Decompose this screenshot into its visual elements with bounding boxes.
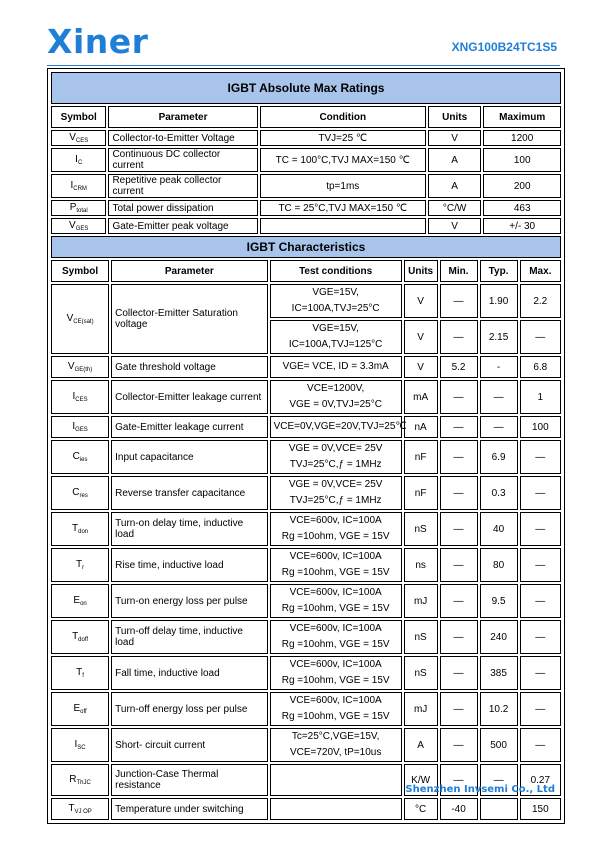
symbol-cell — [51, 174, 106, 198]
condition-cell — [270, 476, 402, 510]
symbol-cell — [51, 798, 109, 820]
condition-line-2: TVJ=25°C,ƒ = 1MHz — [289, 459, 382, 470]
maximum-cell: 1200 — [483, 130, 561, 146]
table-row — [51, 200, 561, 216]
max-cell: 0.27 — [520, 764, 561, 796]
min-cell: 5.2 — [440, 356, 478, 378]
typ-cell: 10.2 — [480, 692, 518, 726]
max-cell: 6.8 — [520, 356, 561, 378]
col-test-conditions: Test conditions — [270, 260, 402, 282]
condition-cell — [270, 440, 402, 474]
table-row — [51, 130, 561, 146]
condition-cell — [270, 798, 402, 820]
symbol-subscript: ThJC — [76, 780, 91, 786]
parameter-cell: Collector-to-Emitter Voltage — [108, 130, 257, 146]
typ-cell: 240 — [480, 620, 518, 654]
symbol-subscript: CES — [75, 397, 88, 403]
symbol-cell — [51, 764, 109, 796]
symbol-cell — [51, 620, 109, 654]
units-cell: °C/W — [428, 200, 481, 216]
symbol-subscript: res — [79, 493, 88, 499]
condition-line-2: IC=100A,TVJ=125°C — [288, 339, 383, 350]
typ-cell: 40 — [480, 512, 518, 546]
typ-cell: 2.15 — [480, 320, 518, 354]
condition-line-2: Rg =10ohm, VGE = 15V — [281, 675, 390, 686]
units-cell: °C — [404, 798, 438, 820]
table-row — [51, 548, 561, 582]
units-cell: A — [428, 148, 481, 172]
symbol-letter: E — [73, 703, 81, 714]
symbol-letter: V — [67, 361, 75, 372]
symbol-subscript: ies — [79, 457, 88, 463]
symbol-letter: T — [76, 667, 83, 678]
symbol-subscript: on — [80, 601, 87, 607]
max-cell: — — [520, 440, 561, 474]
units-cell: nF — [404, 440, 438, 474]
max-cell: — — [520, 548, 561, 582]
parameter-cell: Junction-Case Thermal resistance — [111, 764, 267, 796]
col-condition: Condition — [260, 106, 426, 128]
spec-table-frame — [47, 68, 565, 824]
symbol-letter: T — [76, 559, 83, 570]
units-cell: K/W — [404, 764, 438, 796]
parameter-cell: Gate threshold voltage — [111, 356, 267, 378]
condition-cell — [270, 692, 402, 726]
parameter-cell: Temperature under switching — [111, 798, 267, 820]
table-row — [51, 356, 561, 378]
symbol-cell — [51, 548, 109, 582]
condition-line-1: VGE=15V, — [312, 323, 359, 334]
condition-cell — [270, 320, 402, 354]
table-row — [51, 512, 561, 546]
symbol-subscript: GES — [75, 427, 88, 433]
symbol-subscript: CE(sat) — [73, 319, 94, 325]
min-cell: -40 — [440, 798, 478, 820]
max-cell: 150 — [520, 798, 561, 820]
condition-cell: tp=1ms — [260, 174, 426, 198]
col-max: Max. — [520, 260, 561, 282]
condition-cell — [270, 584, 402, 618]
units-cell: nF — [404, 476, 438, 510]
units-cell: ns — [404, 548, 438, 582]
symbol-cell — [51, 416, 109, 438]
col-units: Units — [428, 106, 481, 128]
part-number: XNG100B24TC1S5 — [451, 40, 557, 54]
typ-cell: — — [480, 764, 518, 796]
units-cell: V — [428, 130, 481, 146]
min-cell: — — [440, 764, 478, 796]
units-cell: mA — [404, 380, 438, 414]
symbol-cell — [51, 284, 109, 354]
table-row — [51, 798, 561, 820]
typ-cell: 9.5 — [480, 584, 518, 618]
max-cell: — — [520, 320, 561, 354]
condition-cell — [270, 512, 402, 546]
units-cell: nA — [404, 416, 438, 438]
max-cell: 100 — [520, 416, 561, 438]
characteristics-title: IGBT Characteristics — [51, 236, 561, 258]
condition-line-1: VCE=600v, IC=100A — [289, 695, 382, 706]
condition-line-1: VCE=600v, IC=100A — [289, 551, 382, 562]
max-ratings-table — [49, 70, 563, 236]
symbol-subscript: f — [82, 673, 84, 679]
condition-line-2: Rg =10ohm, VGE = 15V — [281, 711, 390, 722]
symbol-subscript: CES — [75, 138, 89, 144]
condition-line-1: Tc=25°C,VGE=15V, — [291, 731, 380, 742]
condition-line-2: Rg =10ohm, VGE = 15V — [281, 603, 390, 614]
table-row — [51, 440, 561, 474]
min-cell: — — [440, 476, 478, 510]
typ-cell: 500 — [480, 728, 518, 762]
symbol-cell — [51, 200, 106, 216]
col-typ: Typ. — [480, 260, 518, 282]
symbol-letter: V — [69, 220, 76, 231]
symbol-subscript: C — [77, 160, 83, 166]
units-cell: V — [404, 356, 438, 378]
max-cell: — — [520, 692, 561, 726]
parameter-cell: Turn-off energy loss per pulse — [111, 692, 267, 726]
col-parameter: Parameter — [108, 106, 257, 128]
parameter-cell: Collector-Emitter leakage current — [111, 380, 267, 414]
symbol-letter: P — [69, 202, 77, 213]
symbol-subscript: GES — [75, 226, 89, 232]
parameter-cell: Total power dissipation — [108, 200, 257, 216]
symbol-cell — [51, 728, 109, 762]
table-row — [51, 656, 561, 690]
brand-logo: Xiner — [47, 22, 149, 61]
max-cell: 1 — [520, 380, 561, 414]
typ-cell: 1.90 — [480, 284, 518, 318]
parameter-cell: Fall time, inductive load — [111, 656, 267, 690]
symbol-subscript: total — [76, 208, 88, 214]
min-cell: — — [440, 620, 478, 654]
condition-cell — [270, 416, 407, 438]
units-cell: nS — [404, 656, 438, 690]
typ-cell: 0.3 — [480, 476, 518, 510]
symbol-cell — [51, 476, 109, 510]
condition-cell: TC = 100°C,TVJ MAX=150 ℃ — [260, 148, 426, 172]
units-cell: A — [404, 728, 438, 762]
maximum-cell: 463 — [483, 200, 561, 216]
condition-line-1: VGE = 0V,VCE= 25V — [288, 443, 383, 454]
units-cell: mJ — [404, 584, 438, 618]
symbol-cell — [51, 130, 106, 146]
condition-line-2: Rg =10ohm, VGE = 15V — [281, 567, 390, 578]
units-cell: V — [404, 320, 438, 354]
typ-cell: - — [480, 356, 518, 378]
symbol-letter: R — [69, 774, 77, 785]
condition-cell — [270, 356, 402, 378]
col-parameter: Parameter — [111, 260, 267, 282]
symbol-cell — [51, 656, 109, 690]
condition-line-2: IC=100A,TVJ=25°C — [291, 303, 380, 314]
condition-line-2: VGE = 0V,TVJ=25°C — [289, 399, 382, 410]
condition-line-2: Rg =10ohm, VGE = 15V — [281, 531, 390, 542]
min-cell: — — [440, 320, 478, 354]
parameter-cell: Rise time, inductive load — [111, 548, 267, 582]
typ-cell: — — [480, 380, 518, 414]
symbol-subscript: VJ OP — [74, 809, 92, 815]
min-cell: — — [440, 692, 478, 726]
symbol-letter: T — [72, 631, 79, 642]
condition-cell — [270, 548, 402, 582]
symbol-cell — [51, 148, 106, 172]
min-cell: — — [440, 512, 478, 546]
parameter-cell: Collector-Emitter Saturation voltage — [111, 284, 267, 354]
units-cell: nS — [404, 512, 438, 546]
parameter-cell: Turn-off delay time, inductive load — [111, 620, 267, 654]
table-row — [51, 728, 561, 762]
units-cell: nS — [404, 620, 438, 654]
parameter-cell: Repetitive peak collector current — [108, 174, 257, 198]
symbol-letter: I — [70, 180, 74, 191]
units-cell: A — [428, 174, 481, 198]
condition-cell — [270, 620, 402, 654]
symbol-letter: I — [75, 154, 78, 165]
symbol-letter: T — [68, 803, 75, 814]
units-cell: V — [428, 218, 481, 234]
symbol-cell — [51, 380, 109, 414]
condition-line-1: VCE=0V,VGE=20V,TVJ=25℃ — [273, 421, 407, 432]
characteristics-table — [49, 234, 563, 822]
symbol-cell — [51, 356, 109, 378]
min-cell: — — [440, 656, 478, 690]
parameter-cell: Gate-Emitter leakage current — [111, 416, 267, 438]
symbol-subscript: SC — [77, 745, 86, 751]
min-cell: — — [440, 584, 478, 618]
symbol-subscript: r — [82, 565, 85, 571]
symbol-cell — [51, 692, 109, 726]
units-cell: V — [404, 284, 438, 318]
parameter-cell: Reverse transfer capacitance — [111, 476, 267, 510]
table-row — [51, 174, 561, 198]
max-cell: — — [520, 512, 561, 546]
condition-line-1: VCE=1200V, — [307, 383, 365, 394]
condition-line-1: VCE=600v, IC=100A — [289, 659, 382, 670]
typ-cell: 6.9 — [480, 440, 518, 474]
min-cell: — — [440, 440, 478, 474]
max-cell: — — [520, 656, 561, 690]
symbol-letter: C — [72, 487, 80, 498]
col-symbol: Symbol — [51, 106, 106, 128]
min-cell: — — [440, 548, 478, 582]
symbol-cell — [51, 512, 109, 546]
max-cell: — — [520, 620, 561, 654]
condition-cell — [270, 764, 402, 796]
parameter-cell: Turn-on energy loss per pulse — [111, 584, 267, 618]
min-cell: — — [440, 380, 478, 414]
min-cell: — — [440, 416, 478, 438]
min-cell: — — [440, 284, 478, 318]
maximum-cell: +/- 30 — [483, 218, 561, 234]
symbol-subscript: don — [78, 529, 89, 535]
condition-line-1: VCE=600v, IC=100A — [289, 623, 382, 634]
symbol-letter: V — [66, 313, 74, 324]
symbol-letter: V — [69, 132, 76, 143]
condition-cell: TC = 25°C,TVJ MAX=150 ℃ — [260, 200, 426, 216]
symbol-letter: E — [73, 595, 81, 606]
company-footer: Shenzhen Invsemi Co., Ltd — [405, 784, 555, 795]
symbol-subscript: doff — [78, 637, 89, 643]
maximum-cell: 200 — [483, 174, 561, 198]
col-units: Units — [404, 260, 438, 282]
table-row — [51, 620, 561, 654]
condition-line-2: Rg =10ohm, VGE = 15V — [281, 639, 390, 650]
typ-cell: 80 — [480, 548, 518, 582]
condition-line-2: VCE=720V, tP=10us — [289, 747, 382, 758]
condition-cell — [270, 728, 402, 762]
condition-cell — [270, 656, 402, 690]
typ-cell: 385 — [480, 656, 518, 690]
max-cell: — — [520, 728, 561, 762]
symbol-letter: T — [72, 523, 79, 534]
col-min: Min. — [440, 260, 478, 282]
condition-line-1: VCE=600v, IC=100A — [289, 515, 382, 526]
symbol-letter: I — [72, 421, 76, 432]
parameter-cell: Continuous DC collector current — [108, 148, 257, 172]
max-cell: — — [520, 476, 561, 510]
max-cell: 2.2 — [520, 284, 561, 318]
symbol-subscript: CRM — [73, 186, 87, 192]
header-rule — [47, 65, 560, 66]
table-row — [51, 584, 561, 618]
symbol-letter: I — [74, 739, 78, 750]
condition-line-1: VGE = 0V,VCE= 25V — [288, 479, 383, 490]
parameter-cell: Short- circuit current — [111, 728, 267, 762]
condition-line-1: VGE=15V, — [312, 287, 359, 298]
units-cell: mJ — [404, 692, 438, 726]
table-row — [51, 148, 561, 172]
symbol-cell — [51, 218, 106, 234]
symbol-subscript: GE(th) — [74, 367, 93, 373]
condition-cell — [270, 380, 402, 414]
condition-cell — [270, 284, 402, 318]
max-cell: — — [520, 584, 561, 618]
symbol-cell — [51, 584, 109, 618]
condition-line-1: VCE=600v, IC=100A — [289, 587, 382, 598]
table-row — [51, 218, 561, 234]
parameter-cell: Gate-Emitter peak voltage — [108, 218, 257, 234]
symbol-letter: I — [72, 391, 76, 402]
condition-cell: TVJ=25 ℃ — [260, 130, 426, 146]
table-row — [51, 380, 561, 414]
col-maximum: Maximum — [483, 106, 561, 128]
typ-cell: — — [480, 416, 518, 438]
min-cell: — — [440, 728, 478, 762]
col-symbol: Symbol — [51, 260, 109, 282]
table-row — [51, 476, 561, 510]
symbol-cell — [51, 440, 109, 474]
typ-cell — [480, 798, 518, 820]
maximum-cell: 100 — [483, 148, 561, 172]
condition-line-1: VGE= VCE, ID = 3.3mA — [282, 361, 389, 372]
parameter-cell: Input capacitance — [111, 440, 267, 474]
parameter-cell: Turn-on delay time, inductive load — [111, 512, 267, 546]
max-ratings-title: IGBT Absolute Max Ratings — [51, 72, 561, 104]
table-row — [51, 284, 561, 318]
condition-cell — [260, 218, 426, 234]
table-row — [51, 416, 561, 438]
table-row — [51, 692, 561, 726]
symbol-letter: C — [72, 451, 80, 462]
condition-line-2: TVJ=25°C,ƒ = 1MHz — [289, 495, 382, 506]
symbol-subscript: off — [80, 709, 87, 715]
